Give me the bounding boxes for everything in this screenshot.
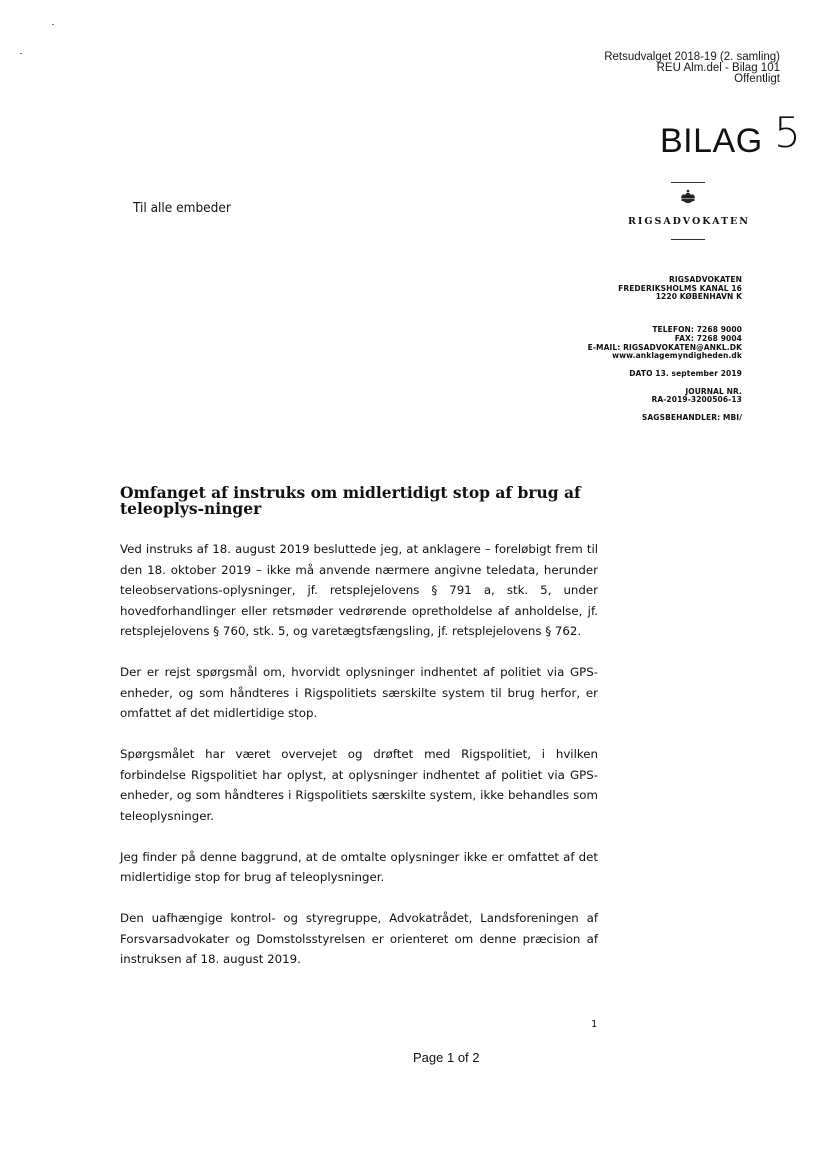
logo-divider	[671, 239, 705, 240]
letter-body	[120, 539, 598, 990]
logo-name: RIGSADVOKATEN	[628, 216, 750, 227]
body-paragraph: Spørgsmålet har været overvejet og drøftet med Rigspolitiet, i hvilken forbindelse Rigspolitiet har oplyst, at oplysninger indhentet af politiet via GPS-enheder, og som håndteres i Rigspolitiets særskilte system, ikke behandles som teleoplysninger.	[120, 747, 598, 823]
body-paragraph: Der er rejst spørgsmål om, hvorvidt oplysninger indhentet af politiet via GPS-enheder, og som håndteres i Rigspolitiets særskilte system til brug herfor, er omfattet af det midlertidige stop.	[120, 665, 598, 720]
bilag-number: 5	[774, 108, 801, 157]
sender-web: www.anklagemyndigheden.dk	[612, 351, 742, 361]
rigsadvokaten-logo	[628, 182, 748, 240]
body-paragraph: Jeg finder på denne baggrund, at de omtalte oplysninger ikke er omfattet af det midlertidige stop for brug af teleoplysninger.	[120, 849, 598, 884]
sender-date: DATO 13. september 2019	[629, 368, 742, 378]
parliament-stamp	[604, 52, 780, 85]
sender-phone: TELEFON: 7268 9000	[652, 325, 742, 335]
stamp-line: Retsudvalget 2018-19 (2. samling)	[604, 51, 780, 63]
document-title: Omfanget af instruks om midlertidigt stop af brug af teleoplys-ninger	[120, 483, 581, 518]
addressee: Til alle embeder	[133, 200, 231, 216]
sender-city: 1220 KØBENHAVN K	[655, 292, 742, 302]
journal-label: JOURNAL NR.	[685, 386, 742, 396]
sender-org: RIGSADVOKATEN	[668, 275, 742, 284]
case-handler: SAGSBEHANDLER: MBI/	[641, 413, 742, 423]
scan-speck	[52, 24, 54, 25]
page-footer: Page 1 of 2	[413, 1050, 480, 1065]
sender-street: FREDERIKSHOLMS KANAL 16	[618, 283, 742, 293]
bilag-label: BILAG	[660, 122, 763, 160]
scan-speck	[20, 53, 22, 54]
stamp-line: Offentligt	[734, 73, 780, 85]
crown-icon	[678, 189, 698, 207]
sender-block	[588, 276, 742, 423]
sender-fax: FAX: 7268 9004	[674, 333, 742, 343]
body-paragraph: Den uafhængige kontrol- og styregruppe, Advokatrådet, Landsforeningen af Forsvarsadvokater og Domstolsstyrelsen er orienteret om denne præcision af instruksen af 18. august 2019.	[120, 911, 598, 966]
stamp-line: REU Alm.del - Bilag 101	[656, 62, 780, 74]
journal-number: RA-2019-3200506-13	[651, 395, 742, 405]
page-number: 1	[591, 1019, 598, 1030]
body-paragraph: Ved instruks af 18. august 2019 besluttede jeg, at anklagere – foreløbigt frem til den 18. oktober 2019 – ikke må anvende nærmere angivne teledata, herunder teleobservations-oplysninger, jf. retsplejelovens § 791 a, stk. 5, under hovedforhandlinger eller retsmøder vedrørende opretholdelse af anholdelse, jf. retsplejelovens § 760, stk. 5, og varetægtsfængsling, jf. retsplejelovens § 762.	[120, 542, 598, 638]
logo-divider	[671, 182, 705, 183]
sender-email: E-MAIL: RIGSADVOKATEN@ANKL.DK	[587, 342, 742, 352]
